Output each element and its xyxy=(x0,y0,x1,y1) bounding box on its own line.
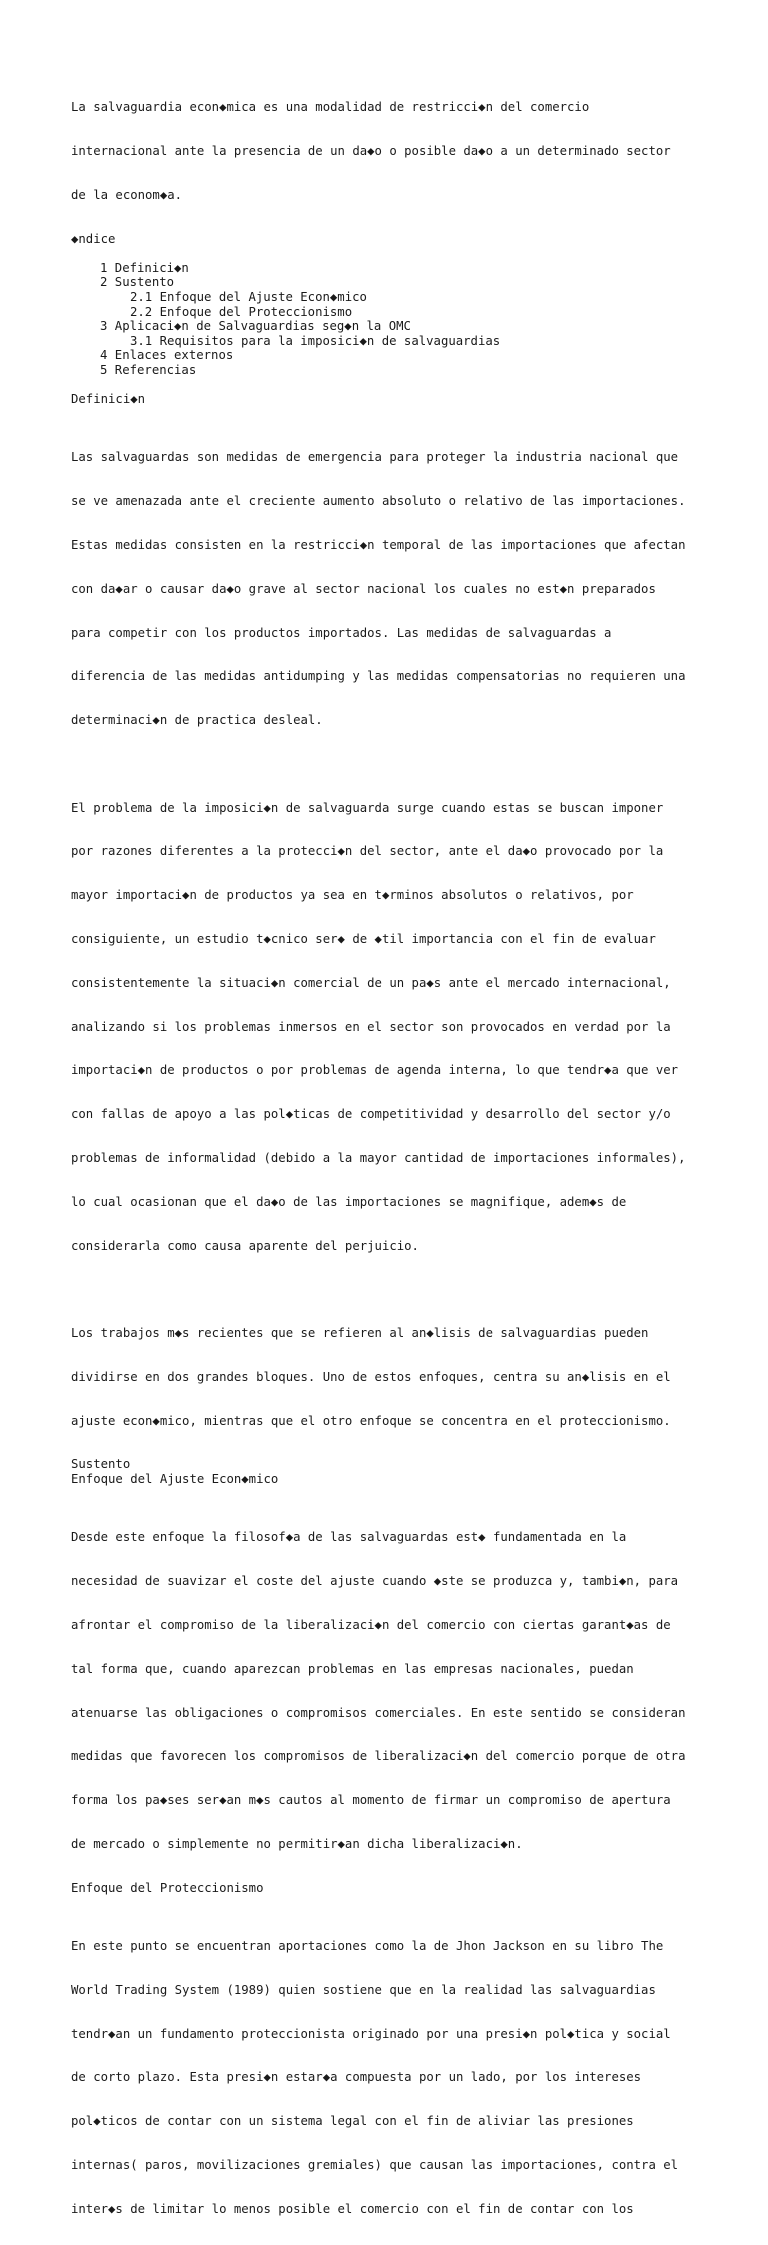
toc-item-enlaces[interactable]: 4 Enlaces externos xyxy=(100,348,234,363)
text-line: problemas de informalidad (debido a la mayor cantidad de importaciones informales), xyxy=(71,1150,686,1165)
text-line: mayor importaci◆n de productos ya sea en t◆rminos absolutos o relativos, por xyxy=(71,888,634,903)
toc-item-ajuste[interactable]: 2.1 Enfoque del Ajuste Econ◆mico xyxy=(130,289,367,304)
text-line: tendr◆an un fundamento proteccionista originado por una presi◆n pol◆tica y social xyxy=(71,2026,671,2041)
text-line: inter◆s de limitar lo menos posible el comercio con el fin de contar con los xyxy=(71,2201,634,2216)
text-line: analizando si los problemas inmersos en el sector son provocados en verdad por la xyxy=(71,1019,671,1034)
toc-item-sustento[interactable]: 2 Sustento xyxy=(100,275,175,290)
text-line: importaci◆n de productos o por problemas de agenda interna, lo que tendr◆a que ver xyxy=(71,1063,679,1078)
intro-paragraph xyxy=(71,71,728,232)
text-line: diferencia de las medidas antidumping y las medidas compensatorias no requieren una xyxy=(71,669,686,684)
toc-item-definicion[interactable]: 1 Definici◆n xyxy=(100,260,189,275)
text-line: necesidad de suavizar el coste del ajuste cuando ◆ste se produzca y, tambi◆n, para xyxy=(71,1574,679,1589)
text-line: de mercado o simplemente no permitir◆an dicha liberalizaci◆n. xyxy=(71,1836,523,1851)
heading-proteccionismo: Enfoque del Proteccionismo xyxy=(71,1880,264,1895)
text-line: Desde este enfoque la filosof◆a de las salvaguardas est◆ fundamentada en la xyxy=(71,1530,627,1545)
text-line: Las salvaguardas son medidas de emergencia para proteger la industria nacional que xyxy=(71,450,679,465)
text-line: de la econom◆a. xyxy=(71,187,183,202)
paragraph-trabajos xyxy=(71,1297,728,1458)
toc-item-referencias[interactable]: 5 Referencias xyxy=(100,362,197,377)
text-line: atenuarse las obligaciones o compromisos comerciales. En este sentido se consideran xyxy=(71,1705,686,1720)
text-line: El problema de la imposici◆n de salvaguarda surge cuando estas se buscan imponer xyxy=(71,800,664,815)
text-line: internas( paros, movilizaciones gremiales) que causan las importaciones, contra el xyxy=(71,2157,679,2172)
paragraph-proteccionismo xyxy=(71,1910,728,2245)
text-line: La salvaguardia econ◆mica es una modalidad de restricci◆n del comercio xyxy=(71,100,590,115)
toc-item-proteccionismo[interactable]: 2.2 Enfoque del Proteccionismo xyxy=(130,304,353,319)
text-line: se ve amenazada ante el creciente aumento absoluto o relativo de las importaciones. xyxy=(71,494,686,509)
text-line: internacional ante la presencia de un da◆o o posible da◆o a un determinado sector xyxy=(71,143,671,158)
text-line: de corto plazo. Esta presi◆n estar◆a compuesta por un lado, por los intereses xyxy=(71,2070,642,2085)
text-line: ajuste econ◆mico, mientras que el otro enfoque se concentra en el proteccionismo. xyxy=(71,1413,671,1428)
paragraph-ajuste xyxy=(71,1501,728,1880)
toc-item-aplicacion[interactable]: 3 Aplicaci◆n de Salvaguardias seg◆n la OMC xyxy=(100,319,411,334)
text-line: consiguiente, un estudio t◆cnico ser◆ de ◆til importancia con el fin de evaluar xyxy=(71,932,656,947)
text-line: tal forma que, cuando aparezcan problemas en las empresas nacionales, puedan xyxy=(71,1661,634,1676)
text-line: World Trading System (1989) quien sostiene que en la realidad las salvaguardias xyxy=(71,1982,656,1997)
heading-sustento: Sustento xyxy=(71,1457,131,1472)
text-line: con fallas de apoyo a las pol◆ticas de competitividad y desarrollo del sector y/o xyxy=(71,1107,671,1122)
text-line: consistentemente la situaci◆n comercial de un pa◆s ante el mercado internacional, xyxy=(71,975,671,990)
text-line: En este punto se encuentran aportaciones como la de Jhon Jackson en su libro The xyxy=(71,1939,664,1953)
toc-item-requisitos[interactable]: 3.1 Requisitos para la imposici◆n de salvaguardias xyxy=(130,333,501,348)
text-line: pol◆ticos de contar con un sistema legal con el fin de aliviar las presiones xyxy=(71,2114,634,2129)
table-of-contents xyxy=(71,261,728,378)
text-line: afrontar el compromiso de la liberalizaci◆n del comercio con ciertas garant◆as de xyxy=(71,1617,671,1632)
paragraph-salvaguardas xyxy=(71,421,728,757)
heading-ajuste-economico: Enfoque del Ajuste Econ◆mico xyxy=(71,1472,279,1486)
text-line: considerarla como causa aparente del perjuicio. xyxy=(71,1238,419,1253)
text-line: determinaci◆n de practica desleal. xyxy=(71,713,323,728)
toc-title: ◆ndice xyxy=(71,231,116,246)
text-line: medidas que favorecen los compromisos de liberalizaci◆n del comercio porque de otra xyxy=(71,1749,686,1764)
text-line: con da◆ar o causar da◆o grave al sector nacional los cuales no est◆n preparados xyxy=(71,581,656,596)
heading-definicion: Definici◆n xyxy=(71,392,146,407)
text-line: para competir con los productos importados. Las medidas de salvaguardas a xyxy=(71,625,612,640)
text-line: Los trabajos m◆s recientes que se refieren al an◆lisis de salvaguardias pueden xyxy=(71,1326,649,1341)
text-line: dividirse en dos grandes bloques. Uno de estos enfoques, centra su an◆lisis en el xyxy=(71,1369,671,1384)
paragraph-problema xyxy=(71,772,728,1283)
text-line: por razones diferentes a la protecci◆n del sector, ante el da◆o provocado por la xyxy=(71,844,664,859)
text-line: Estas medidas consisten en la restricci◆n temporal de las importaciones que afectan xyxy=(71,538,686,552)
text-line: forma los pa◆ses ser◆an m◆s cautos al momento de firmar un compromiso de apertura xyxy=(71,1793,671,1808)
text-line: lo cual ocasionan que el da◆o de las importaciones se magnifique, adem◆s de xyxy=(71,1194,627,1209)
